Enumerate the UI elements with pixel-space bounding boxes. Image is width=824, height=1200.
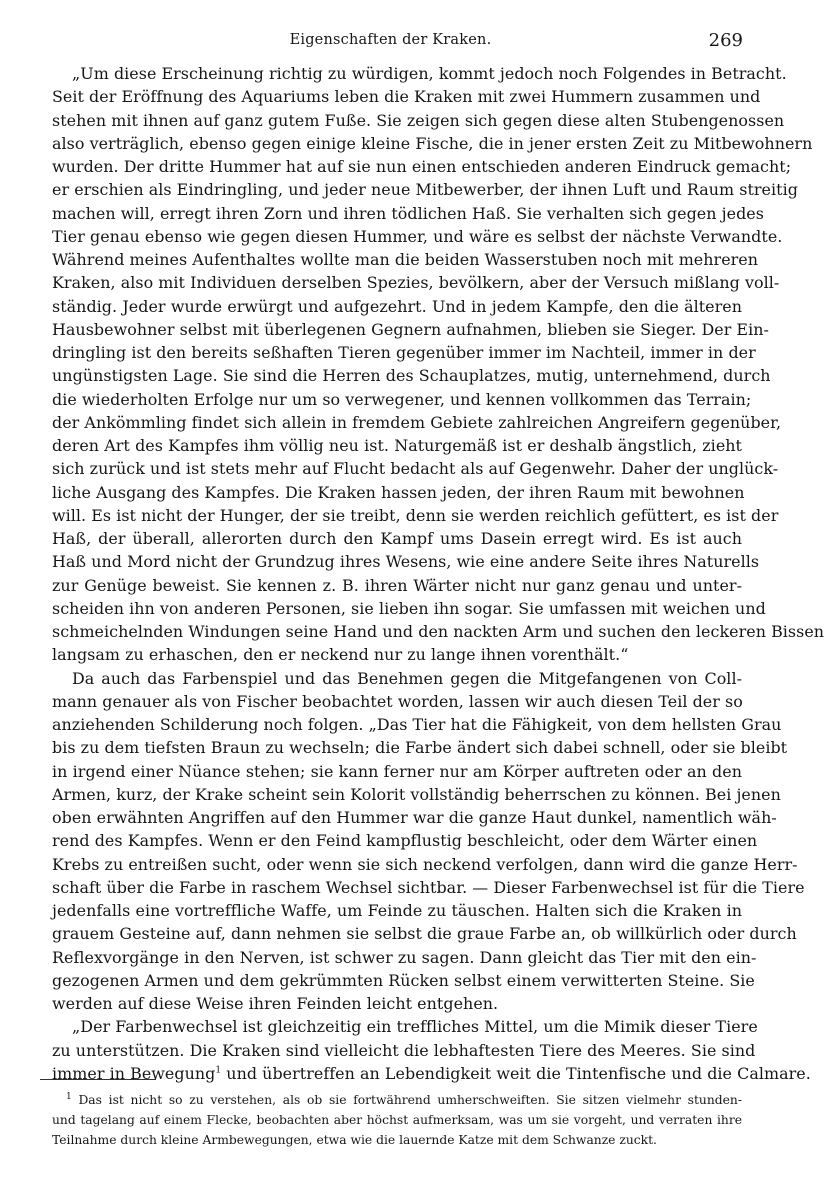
text-line: Während meines Aufenthaltes wollte man die beiden Wasserstuben noch mit mehreren xyxy=(52,250,759,269)
text-line: gezogenen Armen und dem gekrümmten Rücken selbst einem verwitterten Steine. Sie xyxy=(52,970,755,990)
text-line: Kraken, also mit Individuen derselben Spezies, bevölkern, aber der Versuch mißlang voll- xyxy=(52,273,780,293)
text-line: machen will, erregt ihren Zorn und ihren tödlichen Haß. Sie verhalten sich gegen jedes xyxy=(52,203,764,223)
text-line: also verträglich, ebenso gegen einige kleine Fische, die in jener ersten Zeit zu Mitbewohnern xyxy=(52,133,813,153)
text-line: oben erwähnten Angriffen auf den Hummer war die ganze Haut dunkel, namentlich wäh- xyxy=(52,808,777,827)
page-number: 269 xyxy=(708,30,743,51)
body-text xyxy=(52,62,824,1085)
text-line: deren Art des Kampfes ihm völlig neu ist. Naturgemäß ist er deshalb ängstlich, zieht xyxy=(52,436,742,455)
text-line xyxy=(52,1062,811,1085)
footnote-separator xyxy=(40,1079,156,1080)
text-line: Reflexvorgänge in den Nerven, ist schwer zu sagen. Dann gleicht das Tier mit den ein- xyxy=(52,947,757,967)
text-line: Da auch das Farbenspiel und das Benehmen gegen die Mitgefangenen von Coll- xyxy=(72,668,742,688)
footnote-line: Teilnahme durch kleine Armbewegungen, etwa wie die lauernde Katze mit dem Schwanze zuckt. xyxy=(52,1133,657,1147)
text-line: zur Genüge beweist. Sie kennen z. B. ihren Wärter nicht nur ganz genau und unter- xyxy=(52,575,742,595)
text-line: in irgend einer Nüance stehen; sie kann ferner nur am Körper auftreten oder an den xyxy=(52,761,742,781)
footnote-marker: 1 xyxy=(66,1091,72,1102)
text-line: „Um diese Erscheinung richtig zu würdigen, kommt jedoch noch Folgendes in Betracht. xyxy=(72,64,787,83)
text-line: Haß, der überall, allerorten durch den Kampf ums Dasein erregt wird. Es ist auch xyxy=(52,529,742,548)
footnote xyxy=(52,1090,742,1150)
text-line: „Der Farbenwechsel ist gleichzeitig ein treffliches Mittel, um die Mimik dieser Tiere xyxy=(72,1017,758,1037)
text-line: ungünstigsten Lage. Sie sind die Herren des Schauplatzes, mutig, unternehmend, durch xyxy=(52,366,771,386)
text-line: der Ankömmling findet sich allein in fremdem Gebiete zahlreichen Angreifern gegenüber, xyxy=(52,412,782,432)
text-line: schaft über die Farbe in raschem Wechsel sichtbar. — Dieser Farbenwechsel ist für die Tiere xyxy=(52,877,805,897)
text-line: wurden. Der dritte Hummer hat auf sie nun einen entschieden anderen Eindruck gemacht; xyxy=(52,157,792,176)
text-line: werden auf diese Weise ihren Feinden leicht entgehen. xyxy=(52,994,499,1013)
text-line: anziehenden Schilderung noch folgen. „Das Tier hat die Fähigkeit, von dem hellsten Grau xyxy=(52,715,782,734)
text-line: bis zu dem tiefsten Braun zu wechseln; die Farbe ändert sich dabei schnell, oder sie bleibt xyxy=(52,738,788,758)
text-line: Seit der Eröffnung des Aquariums leben die Kraken mit zwei Hummern zusammen und xyxy=(52,87,761,107)
text-line: Hausbewohner selbst mit überlegenen Gegnern aufnahmen, blieben sie Sieger. Der Ein- xyxy=(52,319,769,339)
text-line: zu unterstützen. Die Kraken sind vielleicht die lebhaftesten Tiere des Meeres. Sie sind xyxy=(52,1040,756,1060)
text-line: mann genauer als von Fischer beobachtet worden, lassen wir auch diesen Teil der so xyxy=(52,691,743,711)
footnote-text: Das ist nicht so zu verstehen, als ob sie fortwährend umherschweiften. Sie sitzen vielmehr stunden- xyxy=(78,1093,742,1107)
running-title: Eigenschaften der Kraken. xyxy=(289,32,492,48)
text-line: sich zurück und ist stets mehr auf Flucht bedacht als auf Gegenwehr. Daher der unglück- xyxy=(52,459,779,479)
text-line: scheiden ihn von anderen Personen, sie lieben ihn sogar. Sie umfassen mit weichen und xyxy=(52,598,766,618)
text-line: ständig. Jeder wurde erwürgt und aufgezehrt. Und in jedem Kampfe, den die älteren xyxy=(52,296,742,316)
text-line: schmeichelnden Windungen seine Hand und den nackten Arm und suchen den leckeren Bissen xyxy=(52,622,824,641)
text-line: dringling ist den bereits seßhaften Tieren gegenüber immer im Nachteil, immer in der xyxy=(52,343,756,362)
text-line: will. Es ist nicht der Hunger, der sie treibt, denn sie werden reichlich gefüttert, es ist der xyxy=(52,505,779,525)
text-fragment: und übertreffen an Lebendigkeit weit die Tintenfische und die Calmare. xyxy=(226,1063,811,1083)
text-line: er erschien als Eindringling, und jeder neue Mitbewerber, der ihnen Luft und Raum streitig xyxy=(52,180,798,200)
text-line: Krebs zu entreißen sucht, oder wenn sie sich neckend verfolgen, dann wird die ganze Herr- xyxy=(52,854,798,874)
page-header xyxy=(0,30,781,54)
text-line: grauem Gesteine auf, dann nehmen sie selbst die graue Farbe an, ob willkürlich oder durch xyxy=(52,924,797,944)
text-line: Haß und Mord nicht der Grundzug ihres Wesens, wie eine andere Seite ihres Naturells xyxy=(52,552,760,572)
text-line: Tier genau ebenso wie gegen diesen Hummer, und wäre es selbst der nächste Verwandte. xyxy=(52,226,783,246)
text-fragment: immer in Bewegung xyxy=(52,1063,216,1083)
footnote-line xyxy=(52,1090,742,1110)
footnote-reference[interactable]: 1 xyxy=(215,1065,222,1076)
text-line: jedenfalls eine vortreffliche Waffe, um Feinde zu täuschen. Halten sich die Kraken in xyxy=(52,901,742,920)
text-line: Armen, kurz, der Krake scheint sein Kolorit vollständig beherrschen zu können. Bei jenen xyxy=(52,784,781,804)
text-line: liche Ausgang des Kampfes. Die Kraken hassen jeden, der ihren Raum mit bewohnen xyxy=(52,482,745,502)
text-line: langsam zu erhaschen, den er neckend nur zu lange ihnen vorenthält.“ xyxy=(52,645,629,665)
text-line: die wiederholten Erfolge nur um so verwegener, und kennen vollkommen das Terrain; xyxy=(52,389,752,409)
footnote-line: und tagelang auf einem Flecke, beobachten aber höchst aufmerksam, was um sie vorgeht, und verraten ihre xyxy=(52,1113,742,1127)
text-line: rend des Kampfes. Wenn er den Feind kampflustig beschleicht, oder dem Wärter einen xyxy=(52,831,758,851)
text-line: stehen mit ihnen auf ganz gutem Fuße. Sie zeigen sich gegen diese alten Stubengenossen xyxy=(52,110,785,130)
